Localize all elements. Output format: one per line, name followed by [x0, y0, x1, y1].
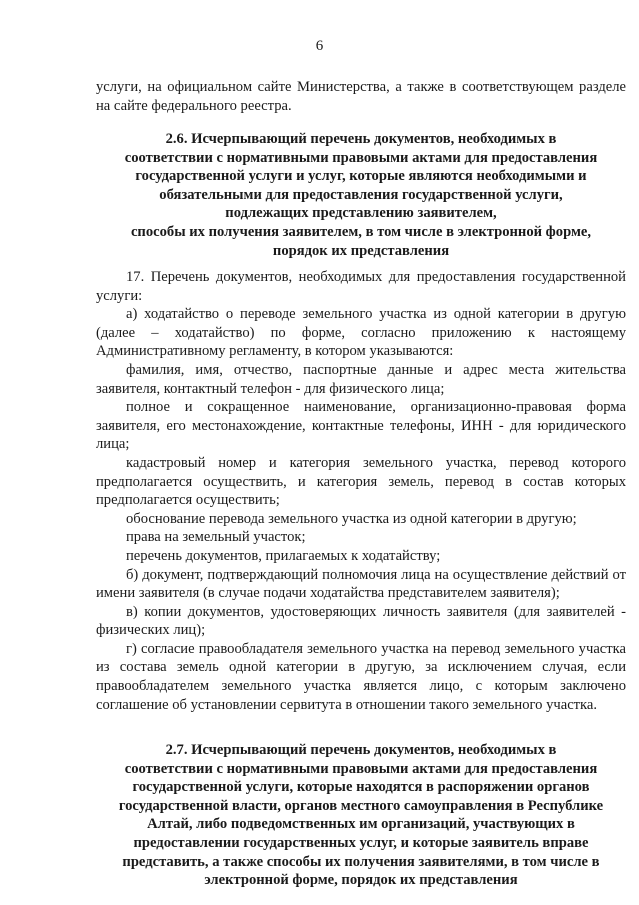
- heading-line: Алтай, либо подведомственных им организаций, участвующих в: [147, 816, 575, 833]
- heading-line: электронной форме, порядок их представления: [204, 872, 518, 889]
- heading-line: государственной услуги, которые находятся в распоряжении органов: [132, 779, 590, 796]
- paragraph: кадастровый номер и категория земельного участка, перевод которого предполагается осуществить, и категория земель, перевод в состав которых предполагается осуществить;: [96, 454, 626, 509]
- heading-line: 2.7. Исчерпывающий перечень документов, необходимых в: [165, 742, 557, 758]
- intro-text: услуги, на официальном сайте Министерства, а также в соответствующем разделе на сайте федерального реестра.: [96, 79, 626, 114]
- paragraph: перечень документов, прилагаемых к ходатайству;: [126, 547, 441, 564]
- paragraph: полное и сокращенное наименование, организационно-правовая форма заявителя, его местонахождение, контактные телефоны, ИНН - для юридического лица;: [96, 399, 626, 453]
- heading-line: государственной власти, органов местного самоуправления в Республике: [118, 797, 604, 814]
- heading-line: государственной услуги и услуг, которые являются необходимыми и: [135, 168, 587, 185]
- heading-line: предоставлении государственных услуг, и которые заявитель вправе: [133, 834, 589, 851]
- paragraph: в) копии документов, удостоверяющих личность заявителя (для заявителей - физических лиц);: [96, 603, 626, 639]
- heading-line: 2.6. Исчерпывающий перечень документов, необходимых в: [165, 131, 557, 147]
- section-heading-2-7: [96, 741, 626, 890]
- heading-line: представить, а также способы их получения заявителями, в том числе в: [122, 853, 600, 870]
- heading-line: порядок их представления: [272, 242, 450, 259]
- paragraph: а) ходатайство о переводе земельного участка из одной категории в другую (далее – ходатайство) по форме, согласно приложению к настоящему Административному регламенту, в котором указываются:: [96, 306, 626, 360]
- heading-line: соответствии с нормативными правовыми актами для предоставления: [124, 149, 598, 166]
- heading-line: способы их получения заявителем, в том числе в электронной форме,: [130, 223, 592, 240]
- paragraph: г) согласие правообладателя земельного участка на перевод земельного участка из состава земель одной категории в другую, за исключением случая, если правообладателем земельного участка является лицо, с которым заключено соглашение об установлении сервитута в отношении такого земельного участка.: [96, 640, 626, 713]
- paragraph: 17. Перечень документов, необходимых для предоставления государственной услуги:: [96, 269, 626, 304]
- page-number: 6: [315, 38, 324, 54]
- paragraph: фамилия, имя, отчество, паспортные данные и адрес места жительства заявителя, контактный телефон - для физического лица;: [96, 361, 626, 397]
- heading-line: обязательными для предоставления государственной услуги,: [159, 186, 563, 203]
- paragraph: б) документ, подтверждающий полномочия лица на осуществление действий от имени заявителя (в случае подачи ходатайства представителем заявителя);: [96, 566, 626, 602]
- paragraph: права на земельный участок;: [126, 529, 306, 546]
- paragraph: обоснование перевода земельного участка из одной категории в другую;: [126, 510, 577, 527]
- section-heading-2-6: [96, 130, 626, 260]
- heading-line: соответствии с нормативными правовыми актами для предоставления: [124, 760, 598, 777]
- section-17-body: [96, 268, 626, 714]
- intro-paragraph: [96, 78, 626, 115]
- heading-line: подлежащих представлению заявителем,: [225, 205, 497, 222]
